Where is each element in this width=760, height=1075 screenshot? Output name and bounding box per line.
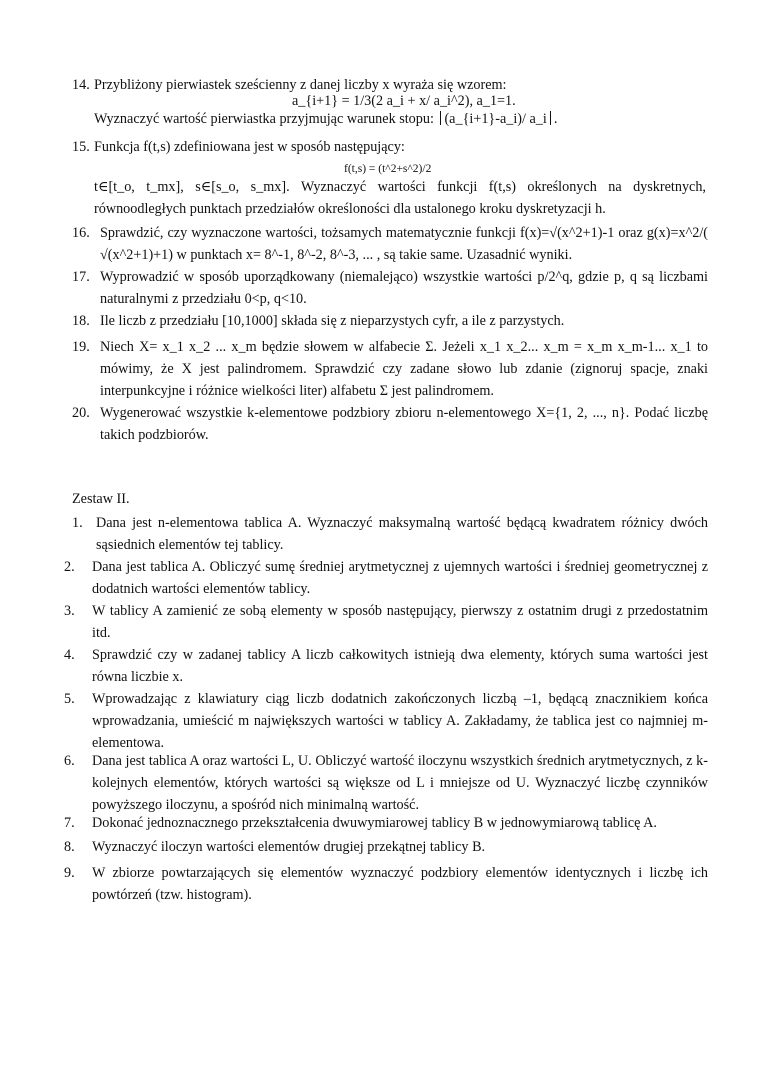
formula-text: a_{i+1} = 1/3(2 a_i + x/ a_i^2), a_1=1.	[292, 93, 516, 109]
item-number: 20.	[72, 405, 90, 421]
item-text: Dana jest tablica A. Obliczyć sumę średniej arytmetycznej z ujemnych wartości i średniej geometrycznej z dodatnich wartości elementów tablicy.	[92, 559, 708, 597]
set2-item-2	[64, 556, 708, 600]
abs-bar-left	[440, 111, 441, 125]
item-text: Dana jest n-elementowa tablica A. Wyznaczyć maksymalną wartość będącą kwadratem różnicy dwóch sąsiednich elementów tej tablicy.	[96, 515, 708, 553]
domain-text: t∈[t_o, t_mx], s∈[s_o, s_mx].	[94, 179, 290, 195]
item-text: W zbiorze powtarzających się elementów wyznaczyć podzbiory elementów identycznych i liczbę ich powtórzeń (tzw. histogram).	[92, 865, 708, 903]
set2-item-4	[64, 644, 708, 688]
item-number: 8.	[64, 839, 75, 855]
item-text: Wyznaczyć wartości funkcji f(t,s) określonych na dyskretnych, równoodległych punktach przedziałów określoności dla ustalonego kroku dyskretyzacji h.	[94, 179, 706, 217]
item-number: 16.	[72, 225, 90, 241]
set2-item-5	[64, 688, 708, 754]
item-text: Wygenerować wszystkie k-elementowe podzbiory zbioru n-elementowego X={1, 2, ..., n}. Podać liczbę takich podzbiorów.	[100, 405, 708, 443]
stop-condition-line: Wyznaczyć wartość pierwiastka przyjmując warunek stopu: (a_{i+1}-a_i)/ a_i .	[94, 111, 558, 127]
abs-bar-right	[550, 111, 551, 125]
exercise-16	[72, 222, 708, 266]
item-number: 17.	[72, 269, 90, 285]
item-number: 2.	[64, 559, 75, 575]
item-number: 14.	[72, 77, 90, 93]
stop-condition-text: Wyznaczyć wartość pierwiastka przyjmując warunek stopu:	[94, 111, 434, 127]
item-number: 6.	[64, 753, 75, 769]
exercise-18	[72, 310, 708, 332]
item-text: W tablicy A zamienić ze sobą elementy w sposób następujący, pierwszy z ostatnim drugi z przedostatnim itd.	[92, 603, 708, 641]
item-text: Wyprowadzić w sposób uporządkowany (niemalejąco) wszystkie wartości p/2^q, gdzie p, q są liczbami naturalnymi z przedziału 0<p, q<10.	[100, 269, 708, 307]
item-text: Wyznaczyć iloczyn wartości elementów drugiej przekątnej tablicy B.	[92, 839, 486, 855]
item-text: Niech X= x_1 x_2 ... x_m będzie słowem w alfabecie Σ. Jeżeli x_1 x_2... x_m = x_m x_m-1... x_1 to mówimy, że X jest palindromem. Sprawdzić czy zadane słowo lub zdanie (zignoruj spacje, znaki interpunkcyjne i różnice wielkości liter) alfabetu Σ jest palindromem.	[100, 339, 708, 399]
set2-item-7	[64, 812, 708, 834]
item-text: Ile liczb z przedziału [10,1000] składa się z nieparzystych cyfr, a ile z parzystych.	[100, 313, 565, 329]
item-text: Wprowadzając z klawiatury ciąg liczb dodatnich zakończonych liczbą –1, będącą znacznikiem końca wprowadzania, umieścić m największych wartości w tablicy A. Zakładamy, że tablica jest co najmniej m-elementowa.	[92, 691, 708, 751]
exercise-15	[72, 136, 712, 158]
set2-item-1	[72, 512, 708, 556]
set2-item-9	[64, 862, 708, 906]
item-number: 19.	[72, 339, 90, 355]
item-number: 7.	[64, 815, 75, 831]
item-text: Przybliżony pierwiastek sześcienny z danej liczby x wyraża się wzorem:	[94, 77, 507, 93]
item-text: Sprawdzić, czy wyznaczone wartości, tożsamych matematycznie funkcji f(x)=√(x^2+1)-1 oraz g(x)=x^2/( √(x^2+1)+1) w punktach x= 8^-1, 8^-2, 8^-3, ... , są takie same. Uzasadnić wyniki.	[100, 225, 708, 263]
set2-item-3	[64, 600, 708, 644]
item-number: 4.	[64, 647, 75, 663]
formula-text: f(t,s) = (t^2+s^2)/2	[344, 163, 432, 175]
item-number: 18.	[72, 313, 90, 329]
exercise-15-body	[94, 176, 706, 220]
item-text: Funkcja f(t,s) zdefiniowana jest w sposób następujący:	[94, 139, 405, 155]
item-number: 9.	[64, 865, 75, 881]
stop-condition-formula: (a_{i+1}-a_i)/ a_i	[444, 111, 547, 127]
set2-item-6	[64, 750, 708, 816]
exercise-19	[72, 336, 708, 402]
item-text: Sprawdzić czy w zadanej tablicy A liczb całkowitych istnieją dwa elementy, których suma wartości jest równa liczbie x.	[92, 647, 708, 685]
item-number: 1.	[72, 515, 83, 531]
exercise-17	[72, 266, 708, 310]
item-number: 5.	[64, 691, 75, 707]
set2-item-8	[64, 836, 708, 858]
exercise-20	[72, 402, 708, 446]
item-text: Dana jest tablica A oraz wartości L, U. Obliczyć wartość iloczynu wszystkich średnich arytmetycznych, z k-kolejnych elementów, których wartości są większe od L i mniejsze od U. Wyznaczyć liczbę czynników powyższego iloczynu, a spośród nich minimalną wartość.	[92, 753, 708, 813]
section-heading: Zestaw II.	[72, 491, 130, 507]
item-number: 3.	[64, 603, 75, 619]
item-text: Dokonać jednoznacznego przekształcenia dwuwymiarowej tablicy B w jednowymiarową tablicę A.	[92, 815, 657, 831]
item-number: 15.	[72, 139, 90, 155]
